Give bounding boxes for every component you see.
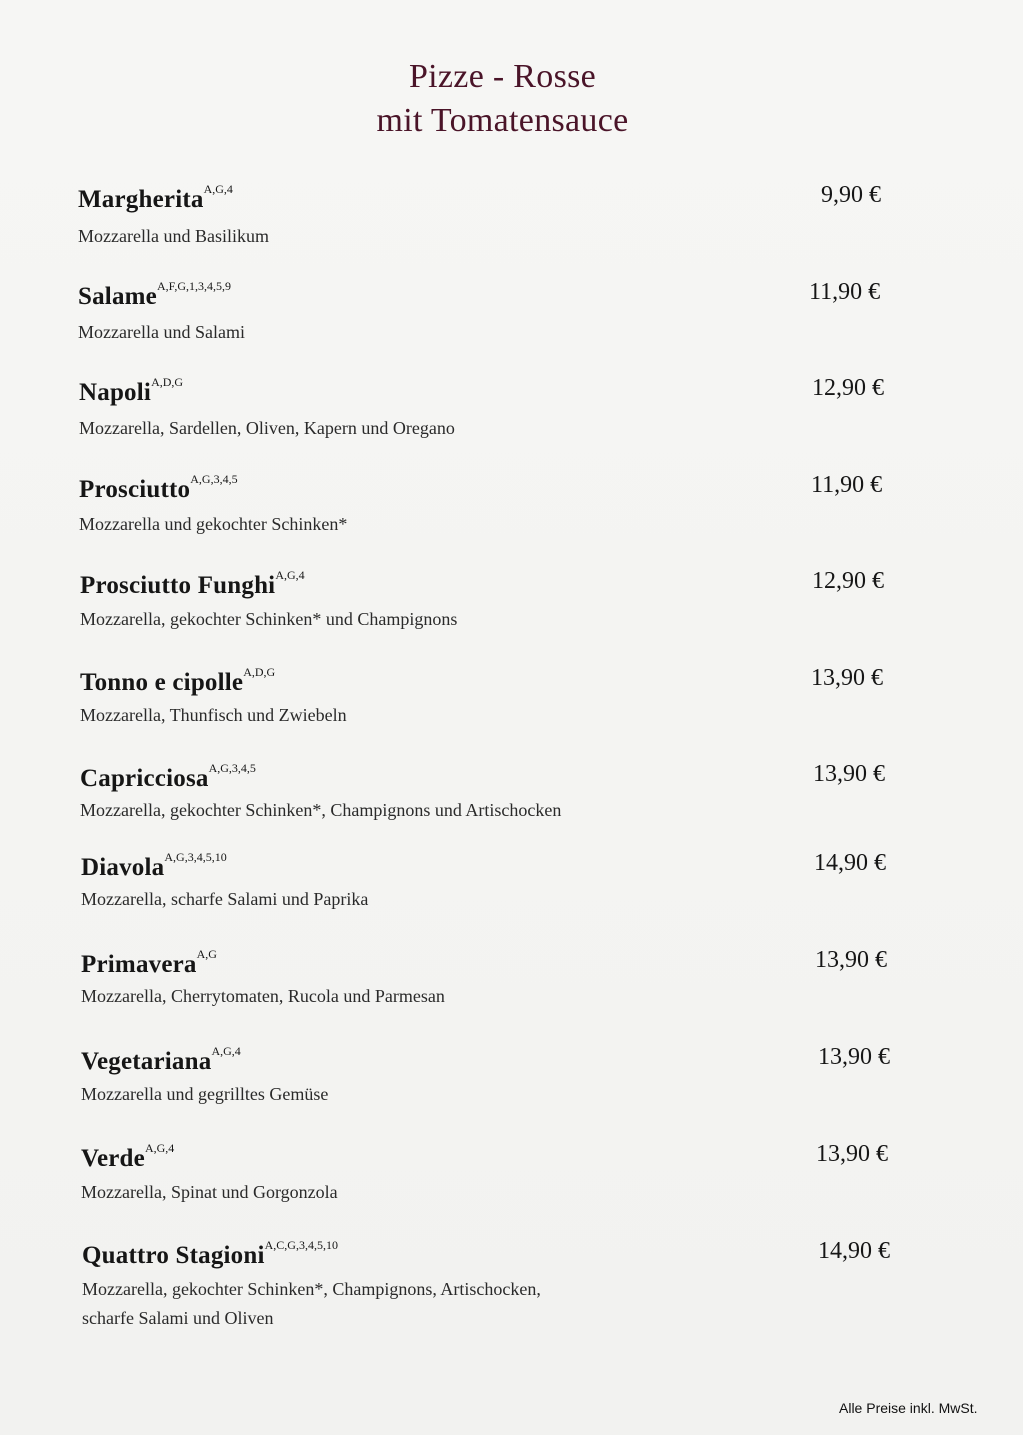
menu-item-price: 13,90 € bbox=[818, 1044, 890, 1070]
menu-item-price: 13,90 € bbox=[811, 665, 883, 691]
pizza-name: Napoli bbox=[79, 379, 152, 406]
menu-item-price: 11,90 € bbox=[811, 472, 883, 498]
allergen-codes: A,D,G bbox=[151, 375, 184, 389]
allergen-codes: A,G,3,4,5,10 bbox=[164, 850, 227, 864]
menu-item-description: Mozzarella und gegrilltes Gemüse bbox=[81, 1084, 329, 1104]
menu-item-name bbox=[78, 279, 232, 311]
menu-item-name bbox=[81, 947, 217, 979]
menu-item-description: Mozzarella, Spinat und Gorgonzola bbox=[81, 1182, 338, 1202]
pizza-name: Diavola bbox=[81, 854, 165, 881]
pizza-name: Prosciutto Funghi bbox=[80, 572, 276, 599]
pizza-name: Margherita bbox=[78, 186, 204, 213]
menu-item-name bbox=[81, 850, 227, 882]
pizza-name: Vegetariana bbox=[81, 1048, 212, 1075]
menu-item-description: Mozzarella, Sardellen, Oliven, Kapern und Oregano bbox=[79, 418, 455, 438]
pizza-name: Tonno e cipolle bbox=[80, 669, 244, 696]
pizza-name: Primavera bbox=[81, 951, 197, 978]
pizza-name: Salame bbox=[78, 283, 157, 310]
menu-title: Pizze - Rosse bbox=[408, 58, 597, 95]
menu-item-price: 13,90 € bbox=[816, 1141, 888, 1167]
menu-item-description: Mozzarella, gekochter Schinken*, Champignons, Artischocken, bbox=[82, 1279, 541, 1299]
menu-item-price: 12,90 € bbox=[812, 568, 884, 594]
menu-item-price: 11,90 € bbox=[809, 279, 881, 305]
allergen-codes: A,G,4 bbox=[203, 182, 233, 196]
menu-item-description: Mozzarella, Thunfisch und Zwiebeln bbox=[80, 705, 347, 725]
menu-item-price: 13,90 € bbox=[813, 761, 885, 787]
menu-item-price: 14,90 € bbox=[814, 850, 886, 876]
menu-item-description: Mozzarella und Basilikum bbox=[78, 226, 269, 246]
menu-item-price: 13,90 € bbox=[815, 947, 887, 973]
menu-item-price: 9,90 € bbox=[821, 182, 881, 208]
allergen-codes: A,C,G,3,4,5,10 bbox=[264, 1238, 338, 1252]
menu-item-name bbox=[81, 1141, 175, 1173]
menu-item-description: Mozzarella und gekochter Schinken* bbox=[79, 514, 348, 534]
pizza-name: Verde bbox=[81, 1145, 145, 1172]
menu-item-price: 14,90 € bbox=[818, 1238, 890, 1264]
menu-item-name bbox=[82, 1238, 338, 1270]
pizza-name: Capricciosa bbox=[80, 765, 209, 792]
menu-item-name bbox=[79, 375, 184, 407]
menu-item-name bbox=[78, 182, 233, 214]
menu-item-price: 12,90 € bbox=[812, 375, 884, 401]
menu-item-description: Mozzarella, gekochter Schinken* und Champignons bbox=[80, 609, 458, 629]
allergen-codes: A,F,G,1,3,4,5,9 bbox=[156, 279, 232, 293]
menu-item-name bbox=[80, 761, 256, 793]
menu-item-description: scharfe Salami und Oliven bbox=[82, 1308, 274, 1328]
allergen-codes: A,G,4 bbox=[275, 568, 305, 582]
menu-item-name bbox=[80, 568, 305, 600]
allergen-codes: A,G,4 bbox=[211, 1044, 241, 1058]
allergen-codes: A,G,3,4,5 bbox=[208, 761, 256, 775]
menu-item-description: Mozzarella, scharfe Salami und Paprika bbox=[81, 889, 369, 909]
pizza-name: Prosciutto bbox=[79, 476, 191, 503]
menu-item-name bbox=[81, 1044, 241, 1076]
menu-item-description: Mozzarella und Salami bbox=[78, 322, 245, 342]
allergen-codes: A,D,G bbox=[243, 665, 276, 679]
allergen-codes: A,G,3,4,5 bbox=[190, 472, 238, 486]
allergen-codes: A,G,4 bbox=[144, 1141, 175, 1155]
price-note: Alle Preise inkl. MwSt. bbox=[839, 1400, 978, 1416]
menu-subtitle: mit Tomatensauce bbox=[376, 102, 629, 139]
menu-item-description: Mozzarella, gekochter Schinken*, Champignons und Artischocken bbox=[80, 800, 562, 820]
pizza-name: Quattro Stagioni bbox=[82, 1242, 265, 1269]
menu-item-name bbox=[79, 472, 238, 504]
menu-item-description: Mozzarella, Cherrytomaten, Rucola und Parmesan bbox=[81, 986, 445, 1006]
allergen-codes: A,G bbox=[196, 947, 217, 961]
menu-item-name bbox=[80, 665, 276, 697]
